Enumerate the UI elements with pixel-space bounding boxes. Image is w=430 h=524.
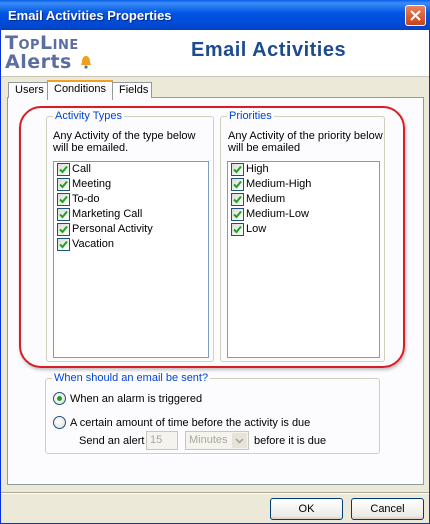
item-label: Low (246, 223, 267, 235)
alert-bell-icon (79, 54, 93, 70)
header-title: Email Activities (191, 39, 347, 61)
logo (5, 34, 93, 72)
item-label: Marketing Call (72, 208, 143, 220)
logo-line2-text: Alerts (5, 51, 72, 73)
item-label: Call (72, 163, 91, 175)
footer-divider (1, 492, 429, 494)
item-label: Medium (246, 193, 286, 205)
item-label: Medium-High (246, 178, 312, 190)
before-due-label: before it is due (254, 435, 327, 447)
activity-types-legend: Activity Types (55, 110, 123, 122)
logo-line1: TopLine (5, 32, 79, 54)
item-label: To-do (72, 193, 100, 205)
highlight-ring (19, 106, 405, 368)
close-button[interactable] (405, 5, 426, 26)
priorities-description: Any Activity of the priority below will be emailed (228, 130, 383, 154)
tab-users[interactable]: Users (8, 82, 48, 98)
radio-time-before[interactable] (53, 416, 373, 430)
chevron-down-icon (232, 433, 247, 448)
ok-button[interactable]: OK (270, 498, 343, 520)
window-title: Email Activities Properties (8, 8, 172, 23)
item-label: Vacation (72, 238, 114, 250)
title-bar[interactable] (0, 0, 430, 30)
item-label: Personal Activity (72, 223, 153, 235)
radio-alarm-label: When an alarm is triggered (70, 393, 203, 405)
amount-input[interactable]: 15 (146, 431, 178, 450)
radio-time-before-label: A certain amount of time before the activity is due (70, 417, 311, 429)
priorities-legend: Priorities (229, 110, 272, 122)
radio-selected-dot (57, 396, 62, 401)
unit-select[interactable] (185, 431, 249, 450)
item-label: Meeting (72, 178, 112, 190)
cancel-button[interactable]: Cancel (351, 498, 424, 520)
item-label: High (246, 163, 269, 175)
logo-line2 (5, 53, 93, 72)
radio-time-before-button[interactable] (53, 416, 66, 429)
radio-alarm[interactable] (53, 392, 303, 406)
send-when-legend: When should an email be sent? (54, 372, 209, 384)
send-alert-label: Send an alert (79, 435, 145, 447)
unit-select-value: Minutes (189, 434, 228, 446)
tab-fields[interactable]: Fields (112, 82, 152, 98)
item-label: Medium-Low (246, 208, 309, 220)
tab-conditions[interactable]: Conditions (47, 80, 113, 100)
radio-alarm-button[interactable] (53, 392, 66, 405)
activity-types-description: Any Activity of the type below will be emailed. (53, 130, 196, 154)
close-icon (410, 10, 421, 21)
